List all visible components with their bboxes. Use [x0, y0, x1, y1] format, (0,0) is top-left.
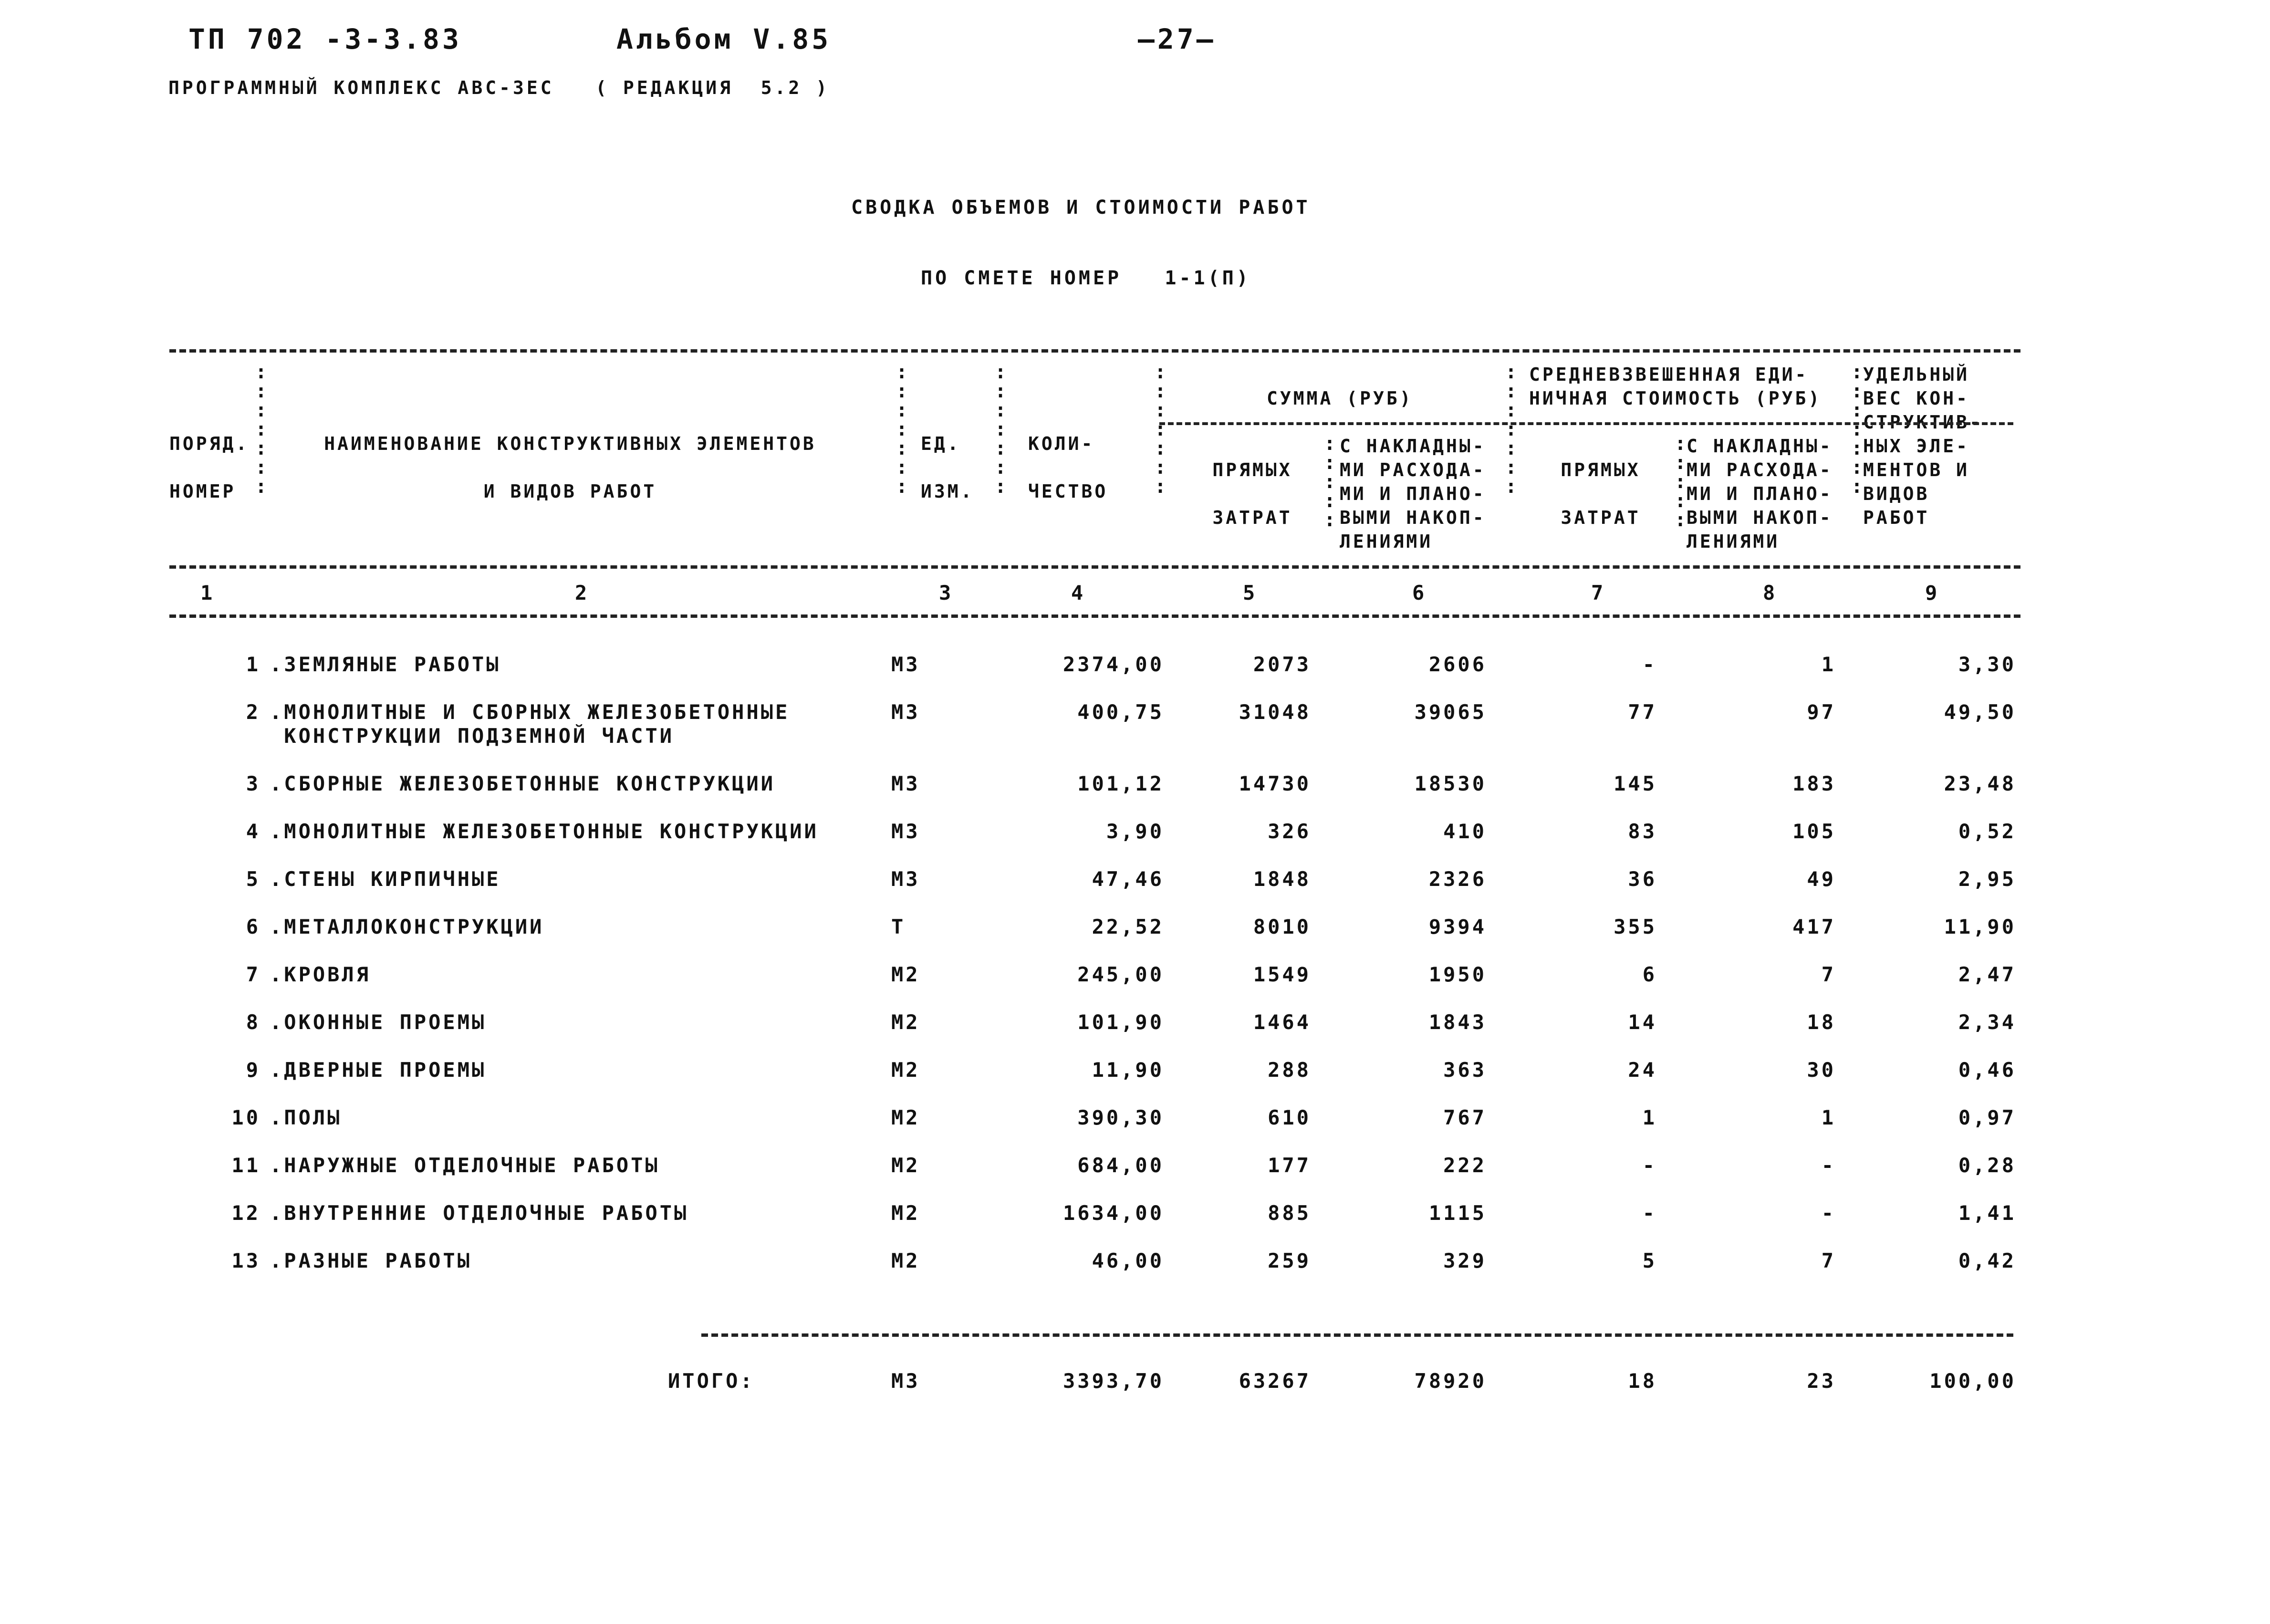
table-row	[0, 1154, 2270, 1182]
row-avg-overhead: -	[1821, 1154, 1836, 1177]
table-row	[0, 700, 2270, 753]
table-row	[0, 1058, 2270, 1087]
row-direct-cost: 8010	[1253, 915, 1311, 938]
total-unit: М3	[891, 1369, 920, 1393]
row-name: .СТЕНЫ КИРПИЧНЫЕ	[270, 867, 501, 891]
row-unit: М2	[891, 963, 920, 986]
header-unit: ЕД. ИЗМ.	[921, 433, 974, 502]
row-number: 9	[246, 1058, 260, 1082]
table-row	[0, 653, 2270, 681]
column-number: 7	[1591, 581, 1606, 604]
row-unit: М2	[891, 1249, 920, 1272]
row-avg-overhead: 105	[1792, 820, 1836, 843]
row-unit: М2	[891, 1201, 920, 1225]
row-overhead-cost: 222	[1443, 1154, 1487, 1177]
table-top-rule	[169, 349, 2020, 353]
row-number: 8	[246, 1010, 260, 1034]
row-unit: М2	[891, 1106, 920, 1129]
group-header-rule	[1159, 422, 2013, 425]
row-overhead-cost: 767	[1443, 1106, 1487, 1129]
row-overhead-cost: 2326	[1428, 867, 1487, 891]
row-name: .КРОВЛЯ	[270, 963, 371, 986]
row-direct-cost: 326	[1268, 820, 1311, 843]
row-avg-overhead: 183	[1792, 772, 1836, 795]
table-row	[0, 772, 2270, 801]
row-overhead-cost: 1950	[1428, 963, 1487, 986]
row-direct-cost: 259	[1268, 1249, 1311, 1272]
row-quantity: 400,75	[1077, 700, 1164, 724]
row-share: 2,47	[1958, 963, 2016, 986]
column-number: 3	[939, 581, 954, 604]
header-avg-overhead: С НАКЛАДНЫ- МИ РАСХОДА- МИ И ПЛАНО- ВЫМИ НАКОП- ЛЕНИЯМИ	[1687, 436, 1833, 552]
row-quantity: 46,00	[1092, 1249, 1164, 1272]
row-avg-overhead: 1	[1821, 1106, 1836, 1129]
row-number: 7	[246, 963, 260, 986]
row-overhead-cost: 363	[1443, 1058, 1487, 1082]
row-overhead-cost: 9394	[1428, 915, 1487, 938]
header-quantity: КОЛИ- ЧЕСТВО	[1028, 433, 1108, 502]
total-label: ИТОГО:	[668, 1369, 755, 1393]
column-number: 5	[1243, 581, 1258, 604]
row-unit: М3	[891, 772, 920, 795]
row-name: .ДВЕРНЫЕ ПРОЕМЫ	[270, 1058, 487, 1082]
row-quantity: 101,12	[1077, 772, 1164, 795]
row-number: 3	[246, 772, 260, 795]
table-row	[0, 963, 2270, 991]
row-name: .ОКОННЫЕ ПРОЕМЫ	[270, 1010, 487, 1034]
row-number: 2	[246, 700, 260, 724]
table-row	[0, 820, 2270, 848]
total-direct-cost: 63267	[1239, 1369, 1311, 1393]
row-avg-overhead: 97	[1807, 700, 1836, 724]
column-number: 9	[1925, 581, 1940, 604]
row-share: 23,48	[1944, 772, 2016, 795]
total-overhead-cost: 78920	[1414, 1369, 1487, 1393]
total-avg-direct: 18	[1628, 1369, 1657, 1393]
row-quantity: 47,46	[1092, 867, 1164, 891]
table-row	[0, 1201, 2270, 1230]
row-unit: М2	[891, 1010, 920, 1034]
row-overhead-cost: 1843	[1428, 1010, 1487, 1034]
table-row	[0, 1010, 2270, 1039]
header-sum-group: СУММА (РУБ)	[1267, 388, 1413, 409]
row-overhead-cost: 329	[1443, 1249, 1487, 1272]
header-avg-group: СРЕДНЕВЗВЕШЕННАЯ ЕДИ- НИЧНАЯ СТОИМОСТЬ (РУБ)	[1529, 364, 1822, 409]
row-share: 0,28	[1958, 1154, 2016, 1177]
row-quantity: 390,30	[1077, 1106, 1164, 1129]
row-name: .МЕТАЛЛОКОНСТРУКЦИИ	[270, 915, 544, 938]
column-number: 1	[200, 581, 215, 604]
row-name: .МОНОЛИТНЫЕ И СБОРНЫХ ЖЕЛЕЗОБЕТОННЫЕ КОНСТРУКЦИИ ПОДЗЕМНОЙ ЧАСТИ	[270, 700, 790, 748]
table-row	[0, 1106, 2270, 1135]
row-quantity: 245,00	[1077, 963, 1164, 986]
separator-column: : : : : : : :	[1505, 361, 1517, 498]
row-avg-direct: -	[1642, 1154, 1657, 1177]
row-name: .СБОРНЫЕ ЖЕЛЕЗОБЕТОННЫЕ КОНСТРУКЦИИ	[270, 772, 776, 795]
column-number: 6	[1412, 581, 1427, 604]
total-avg-overhead: 23	[1807, 1369, 1836, 1393]
row-direct-cost: 1464	[1253, 1010, 1311, 1034]
estimate-number: ПО СМЕТЕ НОМЕР 1-1(П)	[921, 267, 1251, 289]
report-title: СВОДКА ОБЪЕМОВ И СТОИМОСТИ РАБОТ	[851, 197, 1311, 219]
row-avg-overhead: 7	[1821, 963, 1836, 986]
column-number: 8	[1763, 581, 1778, 604]
row-number: 6	[246, 915, 260, 938]
total-share: 100,00	[1929, 1369, 2016, 1393]
separator-column: : : : : :	[1675, 433, 1687, 531]
header-element-name: НАИМЕНОВАНИЕ КОНСТРУКТИВНЫХ ЭЛЕМЕНТОВ И ВИДОВ РАБОТ	[324, 433, 816, 502]
row-unit: М3	[891, 700, 920, 724]
program-line: ПРОГРАММНЫЙ КОМПЛЕКС АВС-3ЕС ( РЕДАКЦИЯ 5.2 )	[168, 77, 830, 98]
row-share: 0,52	[1958, 820, 2016, 843]
row-quantity: 11,90	[1092, 1058, 1164, 1082]
row-overhead-cost: 410	[1443, 820, 1487, 843]
row-avg-direct: 24	[1628, 1058, 1657, 1082]
column-number-row	[0, 581, 2270, 610]
column-number: 4	[1071, 581, 1086, 604]
row-avg-overhead: 1	[1821, 653, 1836, 676]
row-share: 11,90	[1944, 915, 2016, 938]
row-share: 0,46	[1958, 1058, 2016, 1082]
row-overhead-cost: 39065	[1414, 700, 1487, 724]
total-quantity: 3393,70	[1062, 1369, 1164, 1393]
row-direct-cost: 1848	[1253, 867, 1311, 891]
row-unit: М2	[891, 1058, 920, 1082]
row-share: 0,42	[1958, 1249, 2016, 1272]
row-avg-overhead: -	[1821, 1201, 1836, 1225]
row-direct-cost: 177	[1268, 1154, 1311, 1177]
row-avg-direct: -	[1642, 1201, 1657, 1225]
row-avg-direct: 77	[1628, 700, 1657, 724]
separator-column: : : : : : : :	[1155, 361, 1166, 498]
row-overhead-cost: 2606	[1428, 653, 1487, 676]
separator-column: : : : : :	[1324, 433, 1336, 531]
row-quantity: 101,90	[1077, 1010, 1164, 1034]
separator-column: : : : : : : :	[255, 361, 267, 498]
row-number: 1	[246, 653, 260, 676]
row-avg-overhead: 417	[1792, 915, 1836, 938]
table-row	[0, 867, 2270, 896]
row-direct-cost: 885	[1268, 1201, 1311, 1225]
row-avg-direct: 14	[1628, 1010, 1657, 1034]
row-number: 13	[231, 1249, 260, 1272]
row-name: .НАРУЖНЫЕ ОТДЕЛОЧНЫЕ РАБОТЫ	[270, 1154, 660, 1177]
row-quantity: 3,90	[1106, 820, 1164, 843]
row-unit: М3	[891, 653, 920, 676]
row-share: 49,50	[1944, 700, 2016, 724]
column-number: 2	[575, 581, 590, 604]
album-label: Альбом V.85	[616, 23, 832, 55]
header-order-number: ПОРЯД. НОМЕР	[169, 433, 250, 502]
table-row	[0, 915, 2270, 944]
table-row	[0, 1249, 2270, 1278]
row-name: .ЗЕМЛЯНЫЕ РАБОТЫ	[270, 653, 501, 676]
row-direct-cost: 1549	[1253, 963, 1311, 986]
row-avg-overhead: 18	[1807, 1010, 1836, 1034]
row-direct-cost: 31048	[1239, 700, 1311, 724]
row-number: 12	[231, 1201, 260, 1225]
row-avg-overhead: 30	[1807, 1058, 1836, 1082]
row-name: .ВНУТРЕННИЕ ОТДЕЛОЧНЫЕ РАБОТЫ	[270, 1201, 689, 1225]
row-avg-direct: 1	[1642, 1106, 1657, 1129]
row-avg-direct: 355	[1614, 915, 1657, 938]
row-direct-cost: 610	[1268, 1106, 1311, 1129]
row-avg-direct: -	[1642, 653, 1657, 676]
row-avg-direct: 145	[1614, 772, 1657, 795]
page-number: —27—	[1138, 23, 1216, 55]
row-name: .МОНОЛИТНЫЕ ЖЕЛЕЗОБЕТОННЫЕ КОНСТРУКЦИИ	[270, 820, 819, 843]
row-avg-direct: 36	[1628, 867, 1657, 891]
row-unit: М3	[891, 867, 920, 891]
total-row	[0, 1369, 2270, 1398]
column-number-rule	[169, 614, 2020, 618]
separator-column: : : : : : : :	[1851, 361, 1863, 498]
separator-column: : : : : : : :	[896, 361, 908, 498]
row-unit: Т	[891, 915, 906, 938]
separator-column: : : : : : : :	[995, 361, 1007, 498]
row-name: .ПОЛЫ	[270, 1106, 342, 1129]
header-share: УДЕЛЬНЫЙ ВЕС КОН- СТРУКТИВ- НЫХ ЭЛЕ- МЕНТОВ И ВИДОВ РАБОТ	[1863, 364, 1983, 528]
total-rule	[701, 1333, 2013, 1337]
header-sum-overhead: С НАКЛАДНЫ- МИ РАСХОДА- МИ И ПЛАНО- ВЫМИ НАКОП- ЛЕНИЯМИ	[1340, 436, 1486, 552]
row-direct-cost: 14730	[1239, 772, 1311, 795]
row-number: 5	[246, 867, 260, 891]
row-quantity: 684,00	[1077, 1154, 1164, 1177]
row-quantity: 1634,00	[1062, 1201, 1164, 1225]
row-avg-direct: 6	[1642, 963, 1657, 986]
row-name: .РАЗНЫЕ РАБОТЫ	[270, 1249, 472, 1272]
header-bottom-rule	[169, 565, 2020, 569]
row-overhead-cost: 18530	[1414, 772, 1487, 795]
row-avg-direct: 83	[1628, 820, 1657, 843]
row-number: 4	[246, 820, 260, 843]
row-share: 2,95	[1958, 867, 2016, 891]
row-number: 11	[231, 1154, 260, 1177]
row-share: 1,41	[1958, 1201, 2016, 1225]
row-share: 0,97	[1958, 1106, 2016, 1129]
document-code: ТП 702 -3-3.83	[188, 23, 462, 55]
row-share: 3,30	[1958, 653, 2016, 676]
row-avg-direct: 5	[1642, 1249, 1657, 1272]
header-sum-direct: ПРЯМЫХ ЗАТРАТ	[1212, 459, 1292, 528]
row-direct-cost: 2073	[1253, 653, 1311, 676]
row-unit: М3	[891, 820, 920, 843]
row-direct-cost: 288	[1268, 1058, 1311, 1082]
row-unit: М2	[891, 1154, 920, 1177]
row-quantity: 2374,00	[1062, 653, 1164, 676]
row-avg-overhead: 7	[1821, 1249, 1836, 1272]
row-share: 2,34	[1958, 1010, 2016, 1034]
row-avg-overhead: 49	[1807, 867, 1836, 891]
row-number: 10	[231, 1106, 260, 1129]
row-quantity: 22,52	[1092, 915, 1164, 938]
row-overhead-cost: 1115	[1428, 1201, 1487, 1225]
header-avg-direct: ПРЯМЫХ ЗАТРАТ	[1561, 459, 1641, 528]
